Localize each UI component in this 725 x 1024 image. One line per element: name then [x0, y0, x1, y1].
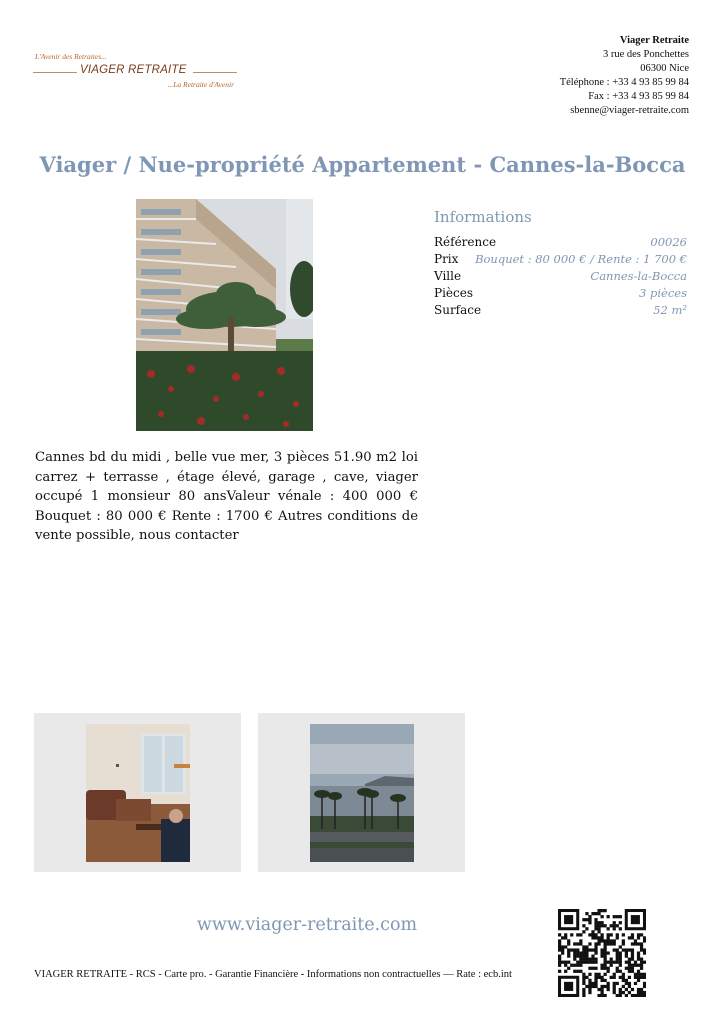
info-label: Prix	[434, 252, 459, 266]
info-label: Pièces	[434, 286, 473, 300]
thumbnail-sea-view[interactable]	[258, 713, 465, 872]
main-property-photo	[136, 199, 313, 431]
website-link[interactable]: www.viager-retraite.com	[196, 915, 418, 935]
logo-brand: VIAGER RETRAITE	[80, 64, 187, 76]
info-label: Ville	[434, 269, 462, 283]
company-phone: Téléphone : +33 4 93 85 99 84	[559, 77, 689, 88]
qr-code	[558, 909, 646, 997]
logo-tagline-bottom: ...La Retraite d'Avenir	[167, 80, 234, 89]
company-fax: Fax : +33 4 93 85 99 84	[588, 91, 689, 102]
logo-rule-right	[193, 72, 237, 73]
sea-view-photo	[310, 724, 414, 862]
info-row-reference	[434, 234, 687, 251]
living-room-photo	[86, 724, 190, 862]
info-table	[434, 234, 687, 319]
info-value: 3 pièces	[639, 286, 687, 300]
info-row-rooms	[434, 285, 687, 302]
info-row-price	[434, 251, 687, 268]
info-value: 52 m²	[653, 303, 687, 317]
info-row-surface	[434, 302, 687, 319]
footer-legal: VIAGER RETRAITE - RCS - Carte pro. - Garantie Financière - Informations non contractuelles — Rate : ecb.int	[34, 969, 512, 980]
listing-title: Viager / Nue-propriété Appartement - Cannes-la-Bocca	[39, 152, 686, 177]
logo-rule-left	[33, 72, 77, 73]
logo-tagline-top: L'Avenir des Retraites...	[35, 52, 107, 61]
company-email[interactable]: sbenne@viager-retraite.com	[570, 105, 689, 116]
info-row-city	[434, 268, 687, 285]
property-description: Cannes bd du midi , belle vue mer, 3 pièces 51.90 m2 loi carrez + terrasse , étage élevé, garage , cave, viager occupé 1 monsieur 80 ansValeur vénale : 400 000 € Bouquet : 80 000 € Rente : 1700 € Autres conditions de vente possible, nous contacter	[35, 450, 418, 544]
info-value: Cannes-la-Bocca	[590, 269, 687, 283]
info-value: 00026	[650, 235, 687, 249]
logo	[33, 50, 238, 92]
company-name: Viager Retraite	[619, 35, 689, 46]
company-address-line1: 3 rue des Ponchettes	[602, 49, 689, 60]
info-label: Référence	[434, 235, 497, 249]
thumbnail-living-room[interactable]	[34, 713, 241, 872]
company-info	[560, 34, 689, 118]
info-heading: Informations	[434, 208, 532, 226]
info-label: Surface	[434, 303, 482, 317]
company-address-line2: 06300 Nice	[640, 63, 689, 74]
info-value: Bouquet : 80 000 € / Rente : 1 700 €	[475, 252, 687, 266]
